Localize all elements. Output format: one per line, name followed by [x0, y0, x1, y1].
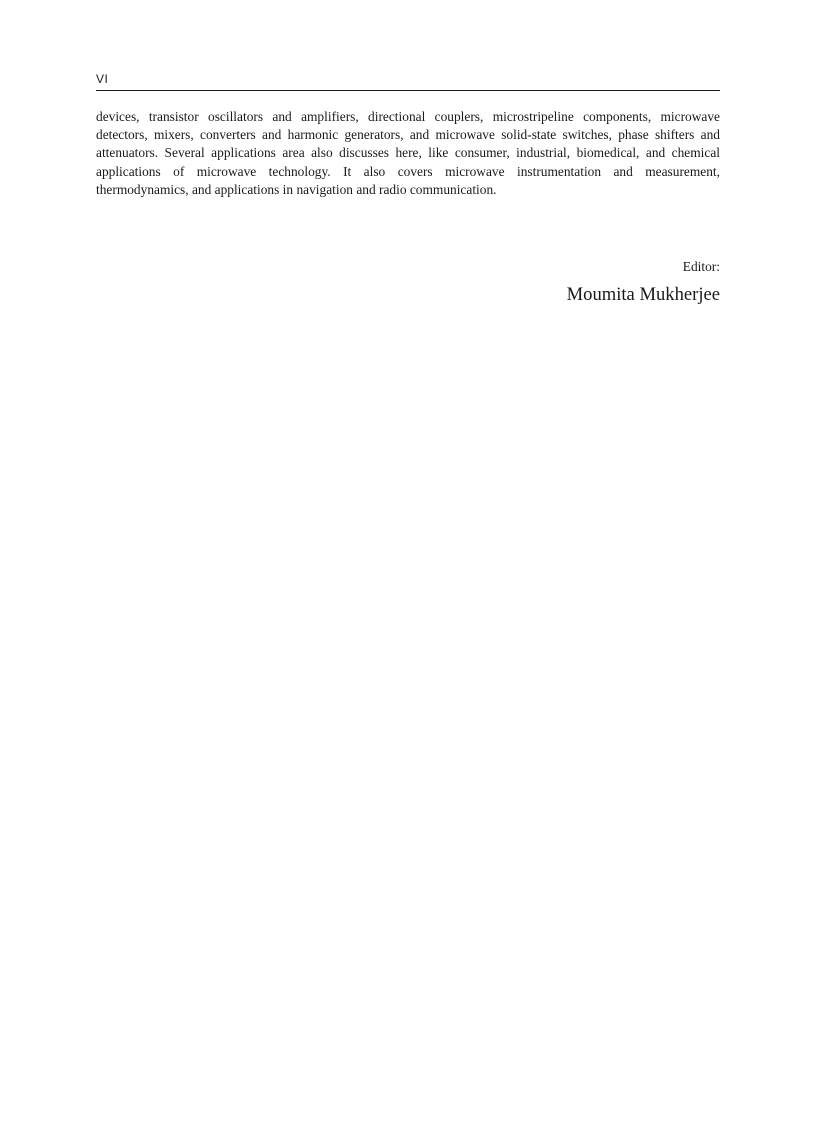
page-number: VI [96, 72, 109, 86]
editor-signature [567, 258, 720, 306]
body-paragraph: devices, transistor oscillators and amplifiers, directional couplers, microstripeline components, microwave detectors, mixers, converters and harmonic generators, and microwave solid-state switches, phase shifters and attenuators. Several applications area also discusses here, like consumer, industrial, biomedical, and chemical applications of microwave technology. It also covers microwave instrumentation and measurement, thermodynamics, and applications in navigation and radio communication. [96, 109, 720, 197]
page-header [96, 72, 720, 91]
editor-label: Editor: [682, 259, 720, 274]
editor-name: Moumita Mukherjee [566, 284, 720, 305]
